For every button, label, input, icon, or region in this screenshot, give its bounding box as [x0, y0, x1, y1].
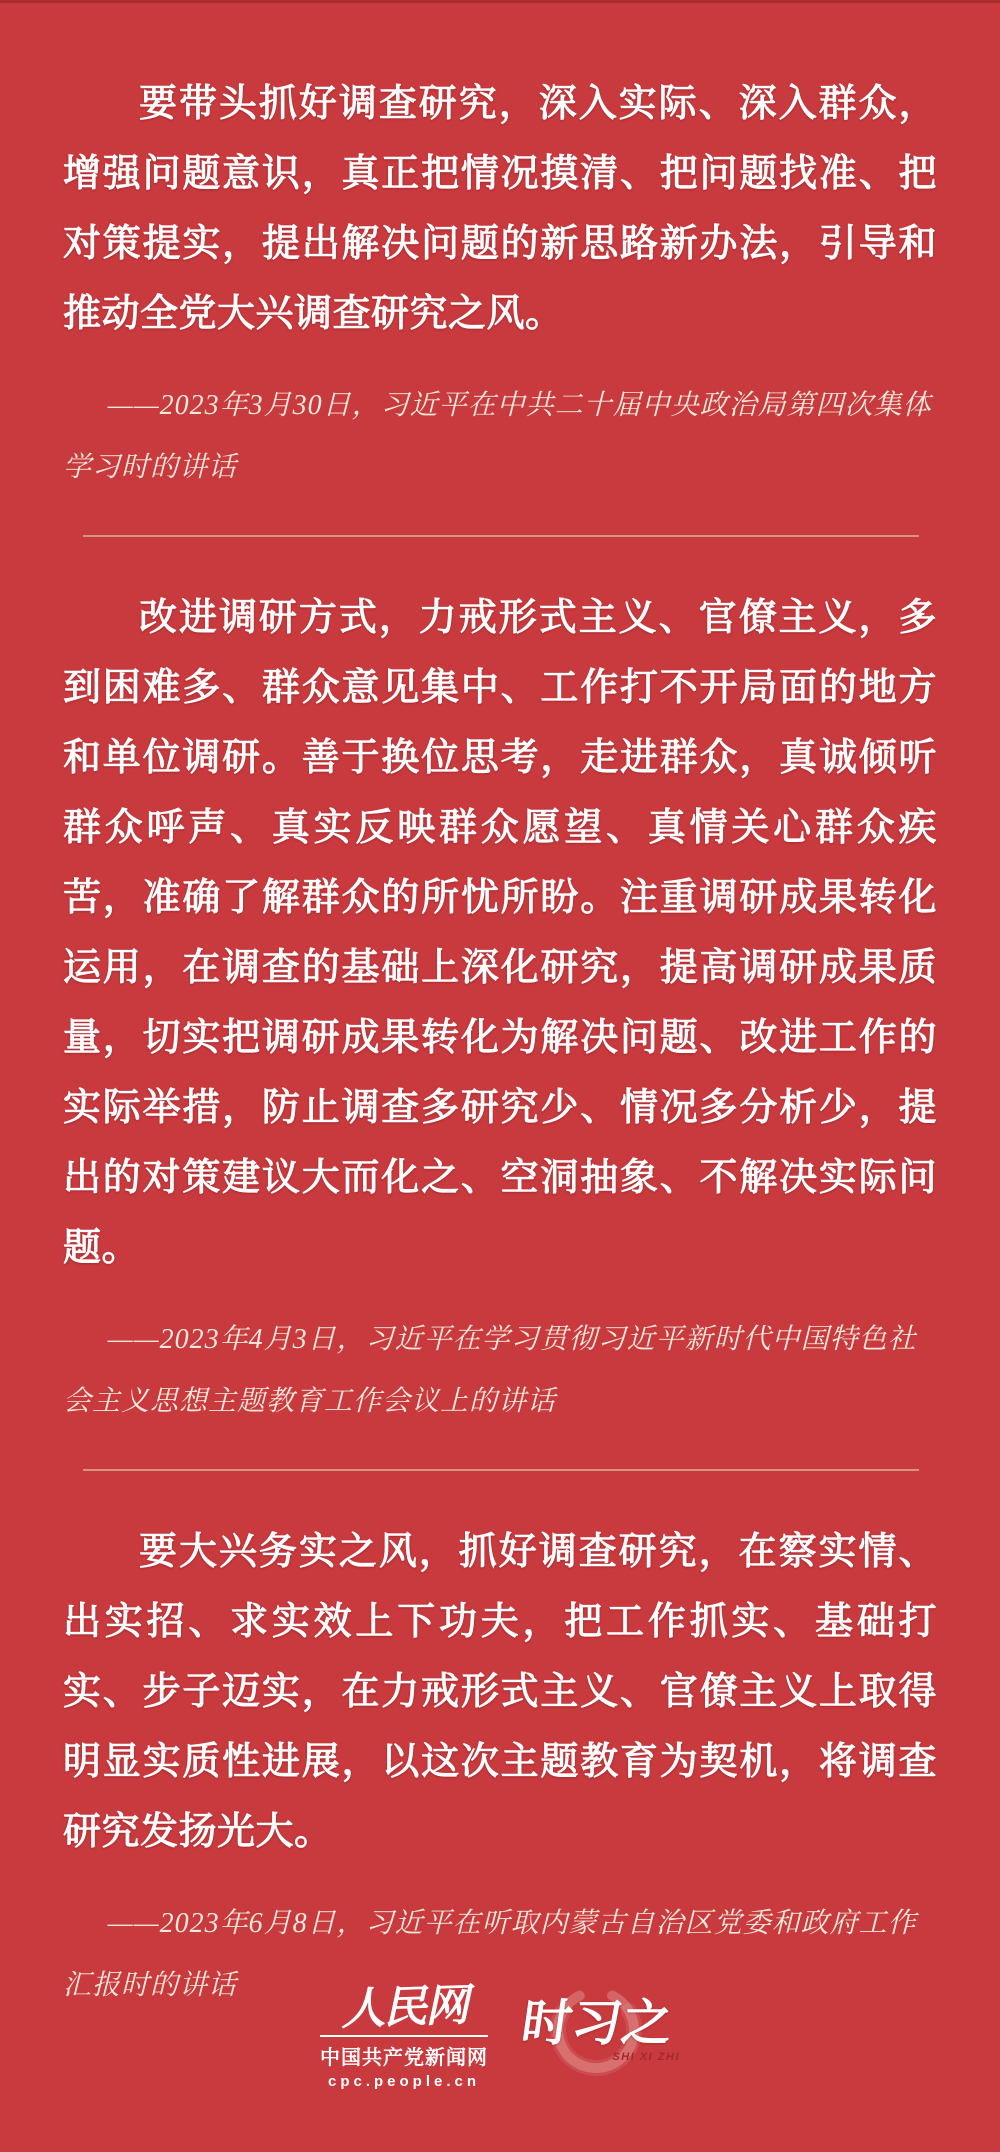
section-divider-1 [83, 535, 919, 537]
people-logo-rule [320, 2035, 488, 2037]
section-divider-2 [83, 1469, 919, 1471]
cpc-news-site-name: 中国共产党新闻网 [320, 2047, 488, 2069]
quotes-content [0, 3, 1000, 2017]
quote-text-3: 要大兴务实之风，抓好调查研究，在察实情、出实招、求实效上下功夫，把工作抓实、基础打实、步子迈实，在力戒形式主义、官僚主义上取得明显实质性进展，以这次主题教育为契机，将调查研究发扬光大。 [63, 1531, 937, 1853]
cpc-news-url: cpc.people.cn [327, 2073, 481, 2090]
quote-attribution-2: ——2023年4月3日，习近平在学习贯彻习近平新时代中国特色社会主义思想主题教育工作会议上的讲话 [63, 1324, 917, 1417]
shi-xi-zhi-logo [518, 1978, 680, 2078]
quote-block-3 [63, 1517, 937, 2017]
quote-attribution-1: ——2023年3月30日，习近平在中共二十届中央政治局第四次集体学习时的讲话 [63, 390, 932, 483]
quote-text-1: 要带头抓好调查研究，深入实际、深入群众，增强问题意识，真正把情况摸清、把问题找准、把对策提实，提出解决问题的新思路新办法，引导和推动全党大兴调查研究之风。 [63, 83, 937, 335]
quote-block-2 [63, 583, 937, 1433]
shi-xi-zhi-romanized: SHI XI ZHI [612, 2051, 680, 2063]
people-network-wordmark: 人民网 [340, 1980, 468, 2035]
quote-text-2: 改进调研方式，力戒形式主义、官僚主义，多到困难多、群众意见集中、工作打不开局面的地方和单位调研。善于换位思考，走进群众，真诚倾听群众呼声、真实反映群众愿望、真情关心群众疾苦，准确了解群众的所忧所盼。注重调研成果转化运用，在调查的基础上深化研究，提高调研成果质量，切实把调研成果转化为解决问题、改进工作的实际举措，防止调查多研究少、情况多分析少，提出的对策建议大而化之、空洞抽象、不解决实际问题。 [63, 597, 937, 1269]
quote-block-1 [63, 69, 937, 499]
footer-logos [0, 1978, 1000, 2090]
people-daily-online-logo [320, 1978, 488, 2090]
quote-attribution-3: ——2023年6月8日，习近平在听取内蒙古自治区党委和政府工作汇报时的讲话 [63, 1908, 917, 2001]
shi-xi-zhi-wordmark: 时习之 [518, 1995, 676, 2051]
